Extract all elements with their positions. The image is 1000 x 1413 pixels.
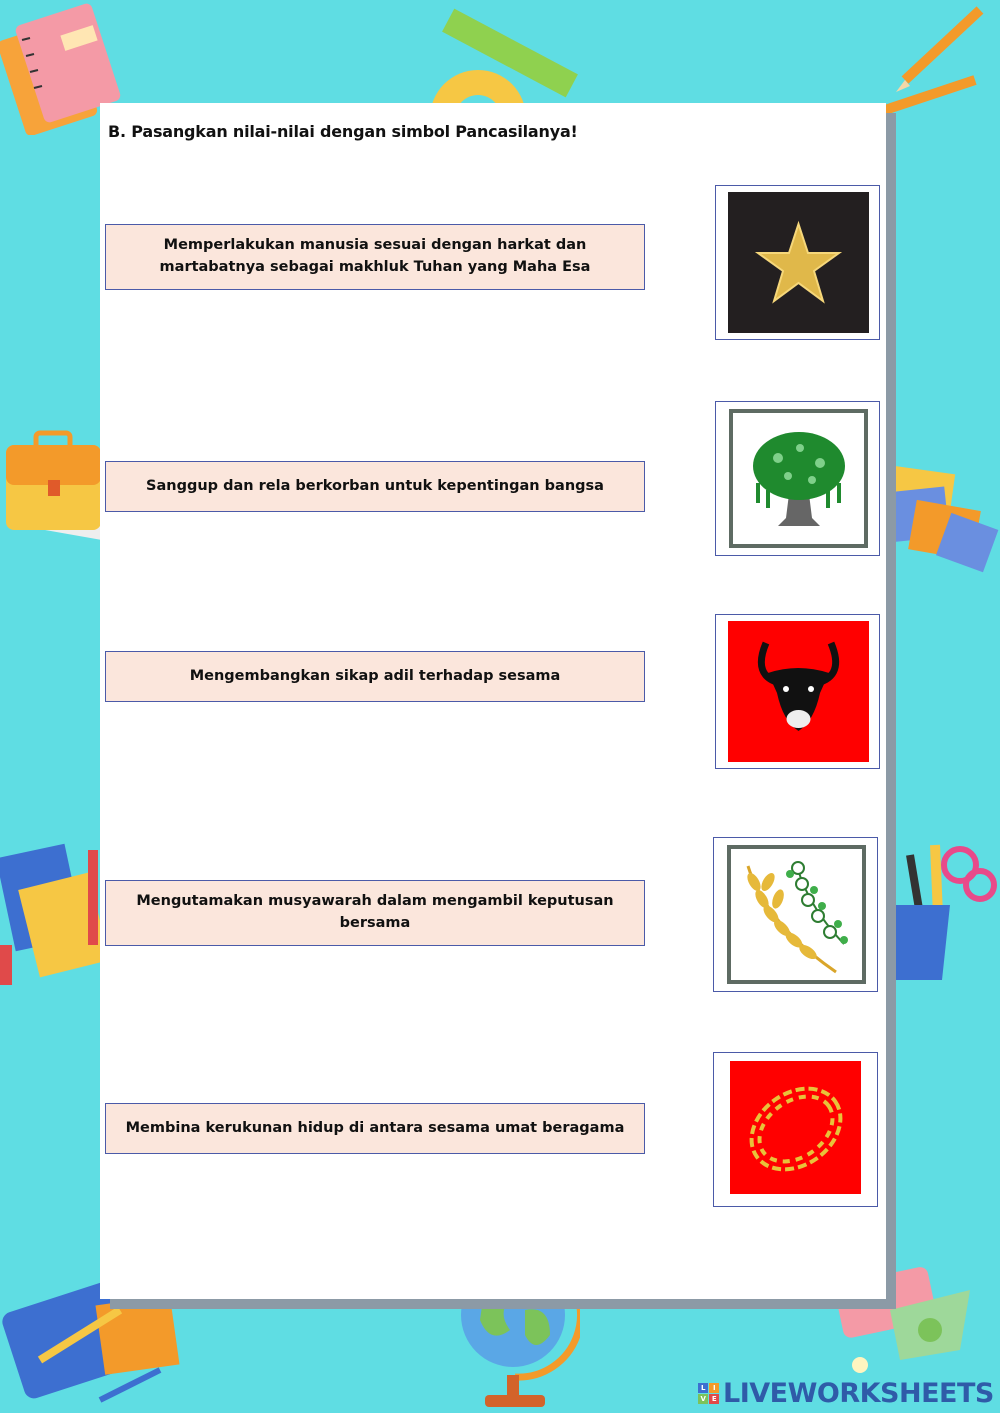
symbol-box-5[interactable] xyxy=(713,1052,878,1207)
symbol-box-3[interactable] xyxy=(715,614,880,769)
pencil-cup-icon xyxy=(880,835,1000,985)
brand-name: LIVEWORKSHEETS xyxy=(723,1378,994,1409)
statement-card-4[interactable]: Mengutamakan musyawarah dalam mengambil keputusan bersama xyxy=(105,880,645,946)
liveworksheets-logo xyxy=(698,1378,994,1409)
page-title: B. Pasangkan nilai-nilai dengan simbol Pancasilanya! xyxy=(108,122,578,141)
banyan-tree-icon xyxy=(728,408,869,549)
symbol-box-1[interactable] xyxy=(715,185,880,340)
star-icon xyxy=(728,192,869,333)
logo-badge-icon: L I V E xyxy=(698,1383,719,1404)
statement-card-3[interactable]: Mengembangkan sikap adil terhadap sesama xyxy=(105,651,645,702)
chain-icon xyxy=(726,1059,867,1200)
statement-card-2[interactable]: Sanggup dan rela berkorban untuk kepentingan bangsa xyxy=(105,461,645,512)
rice-cotton-icon xyxy=(726,844,867,985)
symbol-box-2[interactable] xyxy=(715,401,880,556)
statement-card-5[interactable]: Membina kerukunan hidup di antara sesama umat beragama xyxy=(105,1103,645,1154)
bull-head-icon xyxy=(728,621,869,762)
statement-card-1[interactable]: Memperlakukan manusia sesuai dengan harkat dan martabatnya sebagai makhluk Tuhan yang Maha Esa xyxy=(105,224,645,290)
sticky-notes-icon xyxy=(872,465,1000,575)
symbol-box-4[interactable] xyxy=(713,837,878,992)
books-icon xyxy=(0,840,110,990)
